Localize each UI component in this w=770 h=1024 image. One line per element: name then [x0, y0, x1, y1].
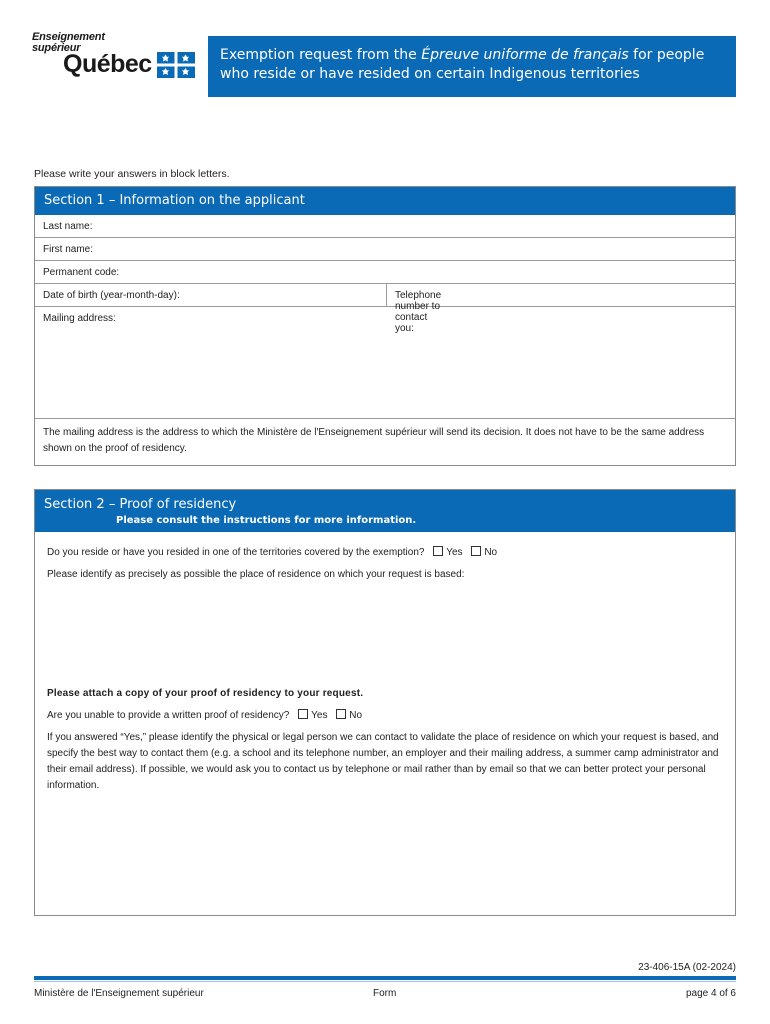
telephone-field[interactable] — [386, 284, 442, 334]
date-of-birth-label: Date of birth (year-month-day): — [43, 290, 180, 301]
logo-line-1: Enseignement — [32, 31, 105, 43]
written-proof-yes-checkbox[interactable] — [298, 709, 308, 719]
written-proof-question — [47, 709, 362, 721]
footer-form-label: Form — [373, 988, 397, 999]
section-2 — [34, 489, 736, 916]
written-proof-no-label: No — [349, 710, 363, 721]
logo-line-2: supérieur — [32, 42, 81, 54]
contact-person-instructions: If you answered “Yes,” please identify the physical or legal person we can contact to validate the place of residence on which your request is based, and specify the best way to contact them (e.g. a school and its telephone number, an employer and their mailing address, a summer camp administrator and their email address). If possible, we would ask you to contact us by telephone or mail rather than by email so that we can better protect your personal information. — [47, 732, 719, 791]
form-title — [208, 36, 736, 97]
title-italic: Épreuve uniforme de français — [421, 47, 629, 63]
last-name-field[interactable] — [35, 215, 735, 238]
reside-no-label: No — [484, 547, 498, 558]
written-proof-no-checkbox[interactable] — [336, 709, 346, 719]
reside-question — [47, 546, 497, 558]
identify-residence-label: Please identify as precisely as possible the place of residence on which your request is based: — [47, 569, 465, 580]
section-1-title: Section 1 – Information on the applicant — [44, 193, 305, 208]
written-proof-yes-label: Yes — [311, 710, 328, 721]
written-proof-question-text: Are you unable to provide a written proof of residency? — [47, 710, 290, 721]
mailing-address-note: The mailing address is the address to which the Ministère de l'Enseignement supérieur will send its decision. It does not have to be the same address shown on the proof of residency. — [43, 427, 705, 454]
permanent-code-field[interactable] — [35, 261, 735, 284]
last-name-label: Last name: — [43, 221, 93, 232]
quebec-flag-icon — [157, 52, 195, 78]
title-part-1: Exemption request from the — [220, 47, 422, 63]
mailing-address-label: Mailing address: — [43, 313, 116, 324]
footer-page-number: page 4 of 6 — [685, 988, 736, 999]
first-name-label: First name: — [43, 244, 94, 255]
footer-divider — [34, 976, 736, 980]
telephone-label: Telephone number to contact you: — [395, 290, 442, 334]
section-1-heading — [35, 187, 735, 215]
reside-yes-checkbox[interactable] — [433, 546, 443, 556]
reside-no-checkbox[interactable] — [471, 546, 481, 556]
reside-question-text: Do you reside or have you resided in one of the territories covered by the exemption? — [47, 547, 425, 558]
attach-proof-instruction: Please attach a copy of your proof of residency to your request. — [47, 688, 364, 699]
footer-ministry: Ministère de l'Enseignement supérieur — [34, 988, 204, 999]
footer-divider-thin — [34, 981, 736, 982]
mailing-address-field[interactable] — [35, 307, 735, 419]
section-1 — [34, 186, 736, 466]
first-name-field[interactable] — [35, 238, 735, 261]
intro-instruction: Please write your answers in block letters. — [34, 168, 230, 180]
section-2-title: Section 2 – Proof of residency — [44, 497, 237, 512]
permanent-code-label: Permanent code: — [43, 267, 120, 278]
title-part-2: for people who reside or have resided on certain Indigenous territories — [220, 47, 705, 82]
logo-quebec: Québec — [63, 50, 152, 78]
quebec-logo — [30, 32, 198, 82]
form-code: 23-406-15A (02-2024) — [638, 962, 736, 973]
reside-yes-label: Yes — [446, 547, 463, 558]
section-2-heading — [35, 490, 735, 532]
section-2-subtitle: Please consult the instructions for more information. — [116, 515, 417, 526]
